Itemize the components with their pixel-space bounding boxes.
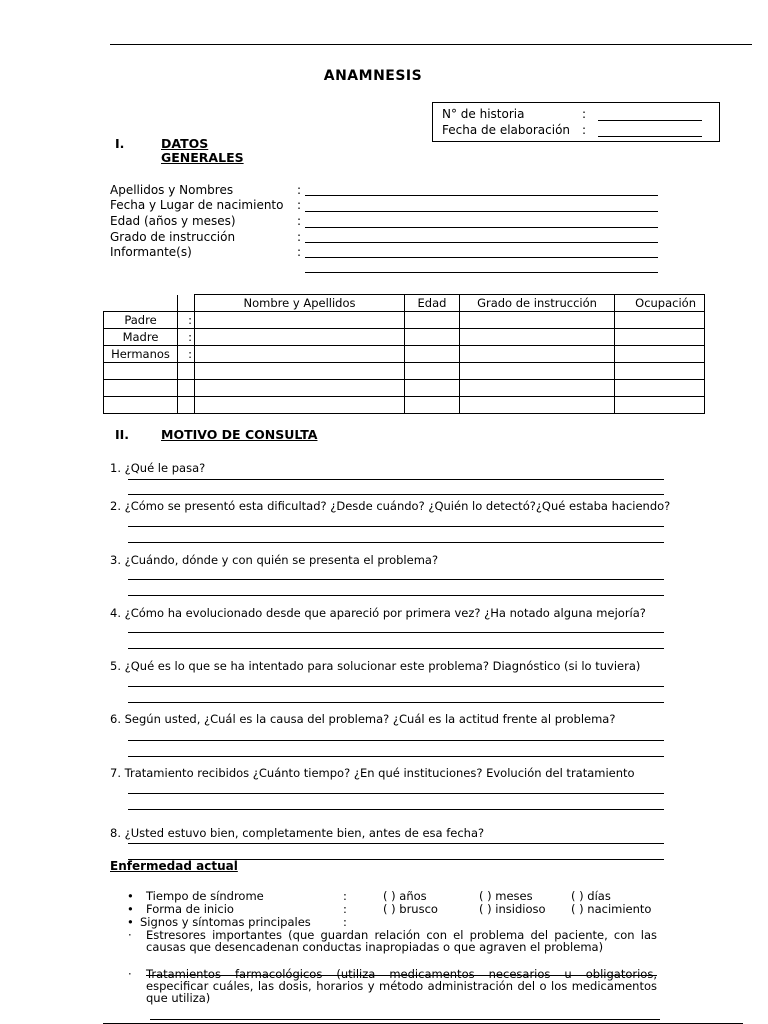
cell-age[interactable] [405,346,460,363]
section1-title-line1: DATOS [161,136,209,151]
age-field[interactable] [305,227,658,228]
education-field[interactable] [305,242,658,243]
cell-occupation[interactable] [615,397,705,414]
signs-label: Signos y síntomas principales [140,915,311,929]
cell-name[interactable] [195,380,405,397]
field-label-birth: Fecha y Lugar de nacimiento [110,198,284,212]
row-colon: : [178,329,195,346]
cell-occupation[interactable] [615,346,705,363]
field-colon: : [297,198,302,212]
cell-education[interactable] [460,363,615,380]
strike-line [146,975,657,976]
bullet-icon: • [127,915,134,929]
table-corner [178,295,195,312]
cell-education[interactable] [460,312,615,329]
question-4: 4. ¿Cómo ha evolucionado desde que apareció por primera vez? ¿Ha notado alguna mejoría? [110,606,646,620]
table-row [104,397,705,414]
answer-line[interactable] [128,686,664,687]
cell-name[interactable] [195,329,405,346]
cell-education[interactable] [460,329,615,346]
cell-age[interactable] [405,380,460,397]
cell-occupation[interactable] [615,363,705,380]
onset-label: Forma de inicio [146,902,234,916]
row-colon-empty [178,363,195,380]
current-illness-title: Enfermedad actual [110,859,238,873]
row-colon: : [178,312,195,329]
row-label-father: Padre [104,312,178,329]
top-rule [110,44,752,45]
option-days[interactable]: ( ) días [571,889,611,903]
answer-line[interactable] [128,702,664,703]
cell-age[interactable] [405,312,460,329]
option-sudden[interactable]: ( ) brusco [383,902,438,916]
answer-line[interactable] [128,526,664,527]
answer-line[interactable] [128,542,664,543]
cell-occupation[interactable] [615,380,705,397]
history-number-colon: : [582,107,587,121]
field-label-informants: Informante(s) [110,245,192,259]
cell-age[interactable] [405,363,460,380]
row-label-siblings: Hermanos [104,346,178,363]
syndrome-time-label: Tiempo de síndrome [146,889,264,903]
option-birth[interactable]: ( ) nacimiento [571,902,652,916]
cell-name[interactable] [195,363,405,380]
table-row [104,329,705,346]
cell-education[interactable] [460,380,615,397]
history-number-field[interactable] [598,120,702,121]
row-colon-empty [178,380,195,397]
table-row [104,363,705,380]
row-label-empty [104,380,178,397]
treatments-text: Tratamientos farmacológicos (utiliza medicamentos necesarios u obligatorios, especificar cuáles, las dosis, horarios y método administración del o los medicamentos que utiliza) [146,967,657,1005]
answer-line[interactable] [128,793,664,794]
answer-line[interactable] [150,1019,660,1020]
question-7: 7. Tratamiento recibidos ¿Cuánto tiempo? ¿En qué instituciones? Evolución del tratamiento [110,766,635,780]
birth-field[interactable] [305,211,658,212]
cell-education[interactable] [460,346,615,363]
question-2: 2. ¿Cómo se presentó esta dificultad? ¿Desde cuándo? ¿Quién lo detectó?¿Qué estaba haciendo? [110,499,671,513]
table-row [104,380,705,397]
question-6: 6. Según usted, ¿Cuál es la causa del problema? ¿Cuál es la actitud frente al problema? [110,712,616,726]
answer-line[interactable] [128,479,664,480]
section2-title: MOTIVO DE CONSULTA [161,427,318,442]
cell-age[interactable] [405,397,460,414]
answer-line[interactable] [128,740,664,741]
row-colon-empty [178,397,195,414]
elaboration-date-label: Fecha de elaboración [442,123,571,137]
row-label-empty [104,363,178,380]
field-label-names: Apellidos y Nombres [110,183,234,197]
syndrome-time-colon: : [343,889,347,903]
cell-occupation[interactable] [615,312,705,329]
family-table-header [104,295,705,312]
row-label-mother: Madre [104,329,178,346]
page-title: ANAMNESIS [323,68,423,84]
bullet-icon: • [127,902,134,916]
names-field[interactable] [305,195,658,196]
field-colon: : [297,245,302,259]
onset-colon: : [343,902,347,916]
cell-occupation[interactable] [615,329,705,346]
question-3: 3. ¿Cuándo, dónde y con quién se presenta el problema? [110,553,439,567]
table-corner [104,295,178,312]
signs-colon: : [343,915,347,929]
answer-line[interactable] [128,632,664,633]
record-info-box [432,102,720,142]
answer-line[interactable] [128,648,664,649]
section1-title-line2: GENERALES [161,150,244,165]
table-row [104,346,705,363]
answer-line[interactable] [128,595,664,596]
question-8: 8. ¿Usted estuvo bien, completamente bien, antes de esa fecha? [110,826,485,840]
field-label-age: Edad (años y meses) [110,214,236,228]
answer-line[interactable] [128,579,664,580]
cell-education[interactable] [460,397,615,414]
informants-field[interactable] [305,257,658,258]
field-colon: : [297,214,302,228]
answer-line[interactable] [128,494,664,495]
field-colon: : [297,230,302,244]
dash-icon: · [128,967,132,981]
option-years[interactable]: ( ) años [383,889,427,903]
answer-line[interactable] [128,756,664,757]
header-education: Grado de instrucción [460,295,615,312]
field-colon: : [297,183,302,197]
header-occupation: Ocupación [615,295,705,312]
field-label-education: Grado de instrucción [110,230,236,244]
history-number-label: N° de historia [442,107,525,121]
option-months[interactable]: ( ) meses [479,889,533,903]
answer-line[interactable] [128,809,664,810]
question-5: 5. ¿Qué es lo que se ha intentado para solucionar este problema? Diagnóstico (si lo tuviera) [110,659,641,673]
cell-age[interactable] [405,329,460,346]
cell-name[interactable] [195,397,405,414]
cell-name[interactable] [195,346,405,363]
dash-icon: · [128,928,132,942]
header-age: Edad [405,295,460,312]
cell-name[interactable] [195,312,405,329]
row-colon: : [178,346,195,363]
elaboration-date-colon: : [582,123,587,137]
stressors-text: Estresores importantes (que guardan relación con el problema del paciente, con las causas que desencadenan conductas inapropiadas o que agraven el problema) [146,928,657,954]
header-name: Nombre y Apellidos [195,295,405,312]
informants-field-extra[interactable] [305,272,658,273]
bullet-icon: • [127,889,134,903]
section2-number: II. [115,427,130,442]
section1-number: I. [115,136,125,151]
row-label-empty [104,397,178,414]
elaboration-date-field[interactable] [598,136,702,137]
question-1: 1. ¿Qué le pasa? [110,461,206,475]
family-table [103,294,705,414]
answer-line[interactable] [128,843,664,844]
option-insidious[interactable]: ( ) insidioso [479,902,546,916]
table-row [104,312,705,329]
